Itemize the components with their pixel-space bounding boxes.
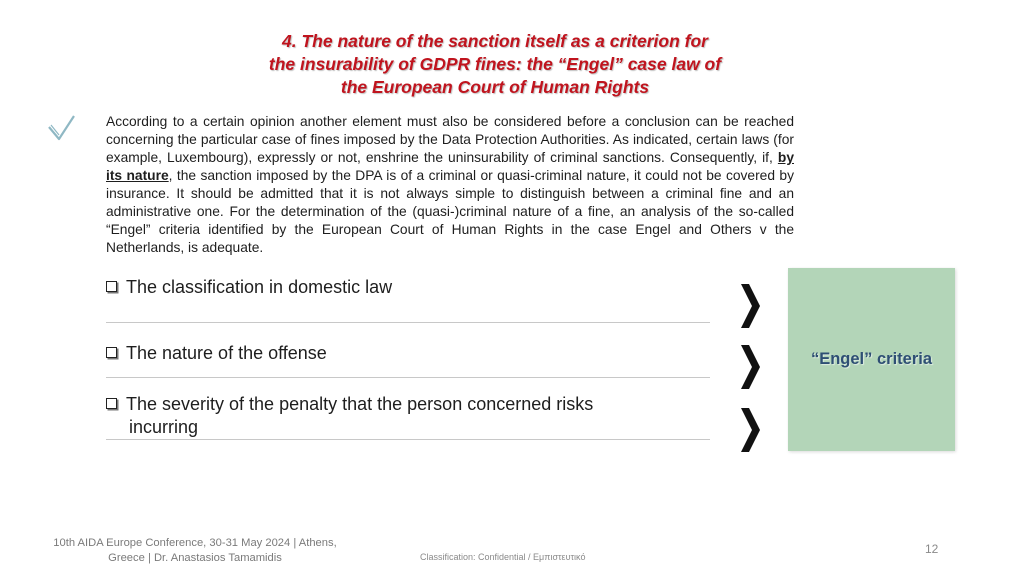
- criterion-label: The nature of the offense: [126, 343, 327, 363]
- criterion-label-continued: incurring: [129, 417, 199, 437]
- checkbox-icon: [106, 398, 117, 409]
- footer-conference-line-2: Greece | Dr. Anastasios Tamamidis: [108, 552, 282, 564]
- criterion-label: The classification in domestic law: [126, 277, 393, 297]
- footer-conference-line-1: 10th AIDA Europe Conference, 30-31 May 2024 | Athens,: [53, 537, 337, 549]
- criterion-classification: [106, 276, 706, 299]
- criterion-severity: [106, 393, 706, 439]
- slide-title: [200, 30, 790, 99]
- page-number: 12: [925, 542, 939, 556]
- footer-classification: Classification: Confidential / Εμπιστευτικό: [420, 552, 586, 562]
- divider: [106, 377, 710, 378]
- engel-criteria-box: [788, 268, 955, 451]
- divider: [106, 439, 710, 440]
- title-line-2: the insurability of GDPR fines: the “Engel” case law of: [268, 54, 722, 74]
- body-paragraph: [106, 113, 794, 257]
- title-line-1: 4. The nature of the sanction itself as a criterion for: [282, 31, 708, 51]
- checkbox-icon: [106, 281, 117, 292]
- chevron-right-icon: [738, 282, 762, 330]
- body-emphasis: by its nature: [106, 150, 794, 183]
- checkmark-icon: [46, 113, 76, 143]
- criterion-nature: [106, 342, 706, 365]
- body-text-part-2: , the sanction imposed by the DPA is of a criminal or quasi-criminal nature, it could not be covered by insurance. It should be admitted that it is not always simple to distinguish between a criminal fine and an administrative one. For the determination of the (quasi-)criminal nature of a fine, an analysis of the so-called “Engel” criteria identified by the European Court of Human Rights in the case Engel and Others v the Netherlands, is adequate.: [106, 168, 794, 255]
- engel-criteria-label: “Engel” criteria: [810, 350, 933, 368]
- chevron-right-icon: [738, 343, 762, 391]
- body-text-part-1: According to a certain opinion another element must also be considered before a conclusion can be reached concerning the particular case of fines imposed by the Data Protection Authorities. As indicated, certain laws (for example, Luxembourg), expressly or not, enshrine the uninsurability of criminal sanctions. Consequently, if,: [106, 114, 794, 165]
- checkbox-icon: [106, 347, 117, 358]
- title-line-3: the European Court of Human Rights: [340, 77, 650, 97]
- criterion-label: The severity of the penalty that the person concerned risks: [126, 394, 594, 414]
- divider: [106, 322, 710, 323]
- footer-conference: [40, 536, 350, 566]
- chevron-right-icon: [738, 406, 762, 454]
